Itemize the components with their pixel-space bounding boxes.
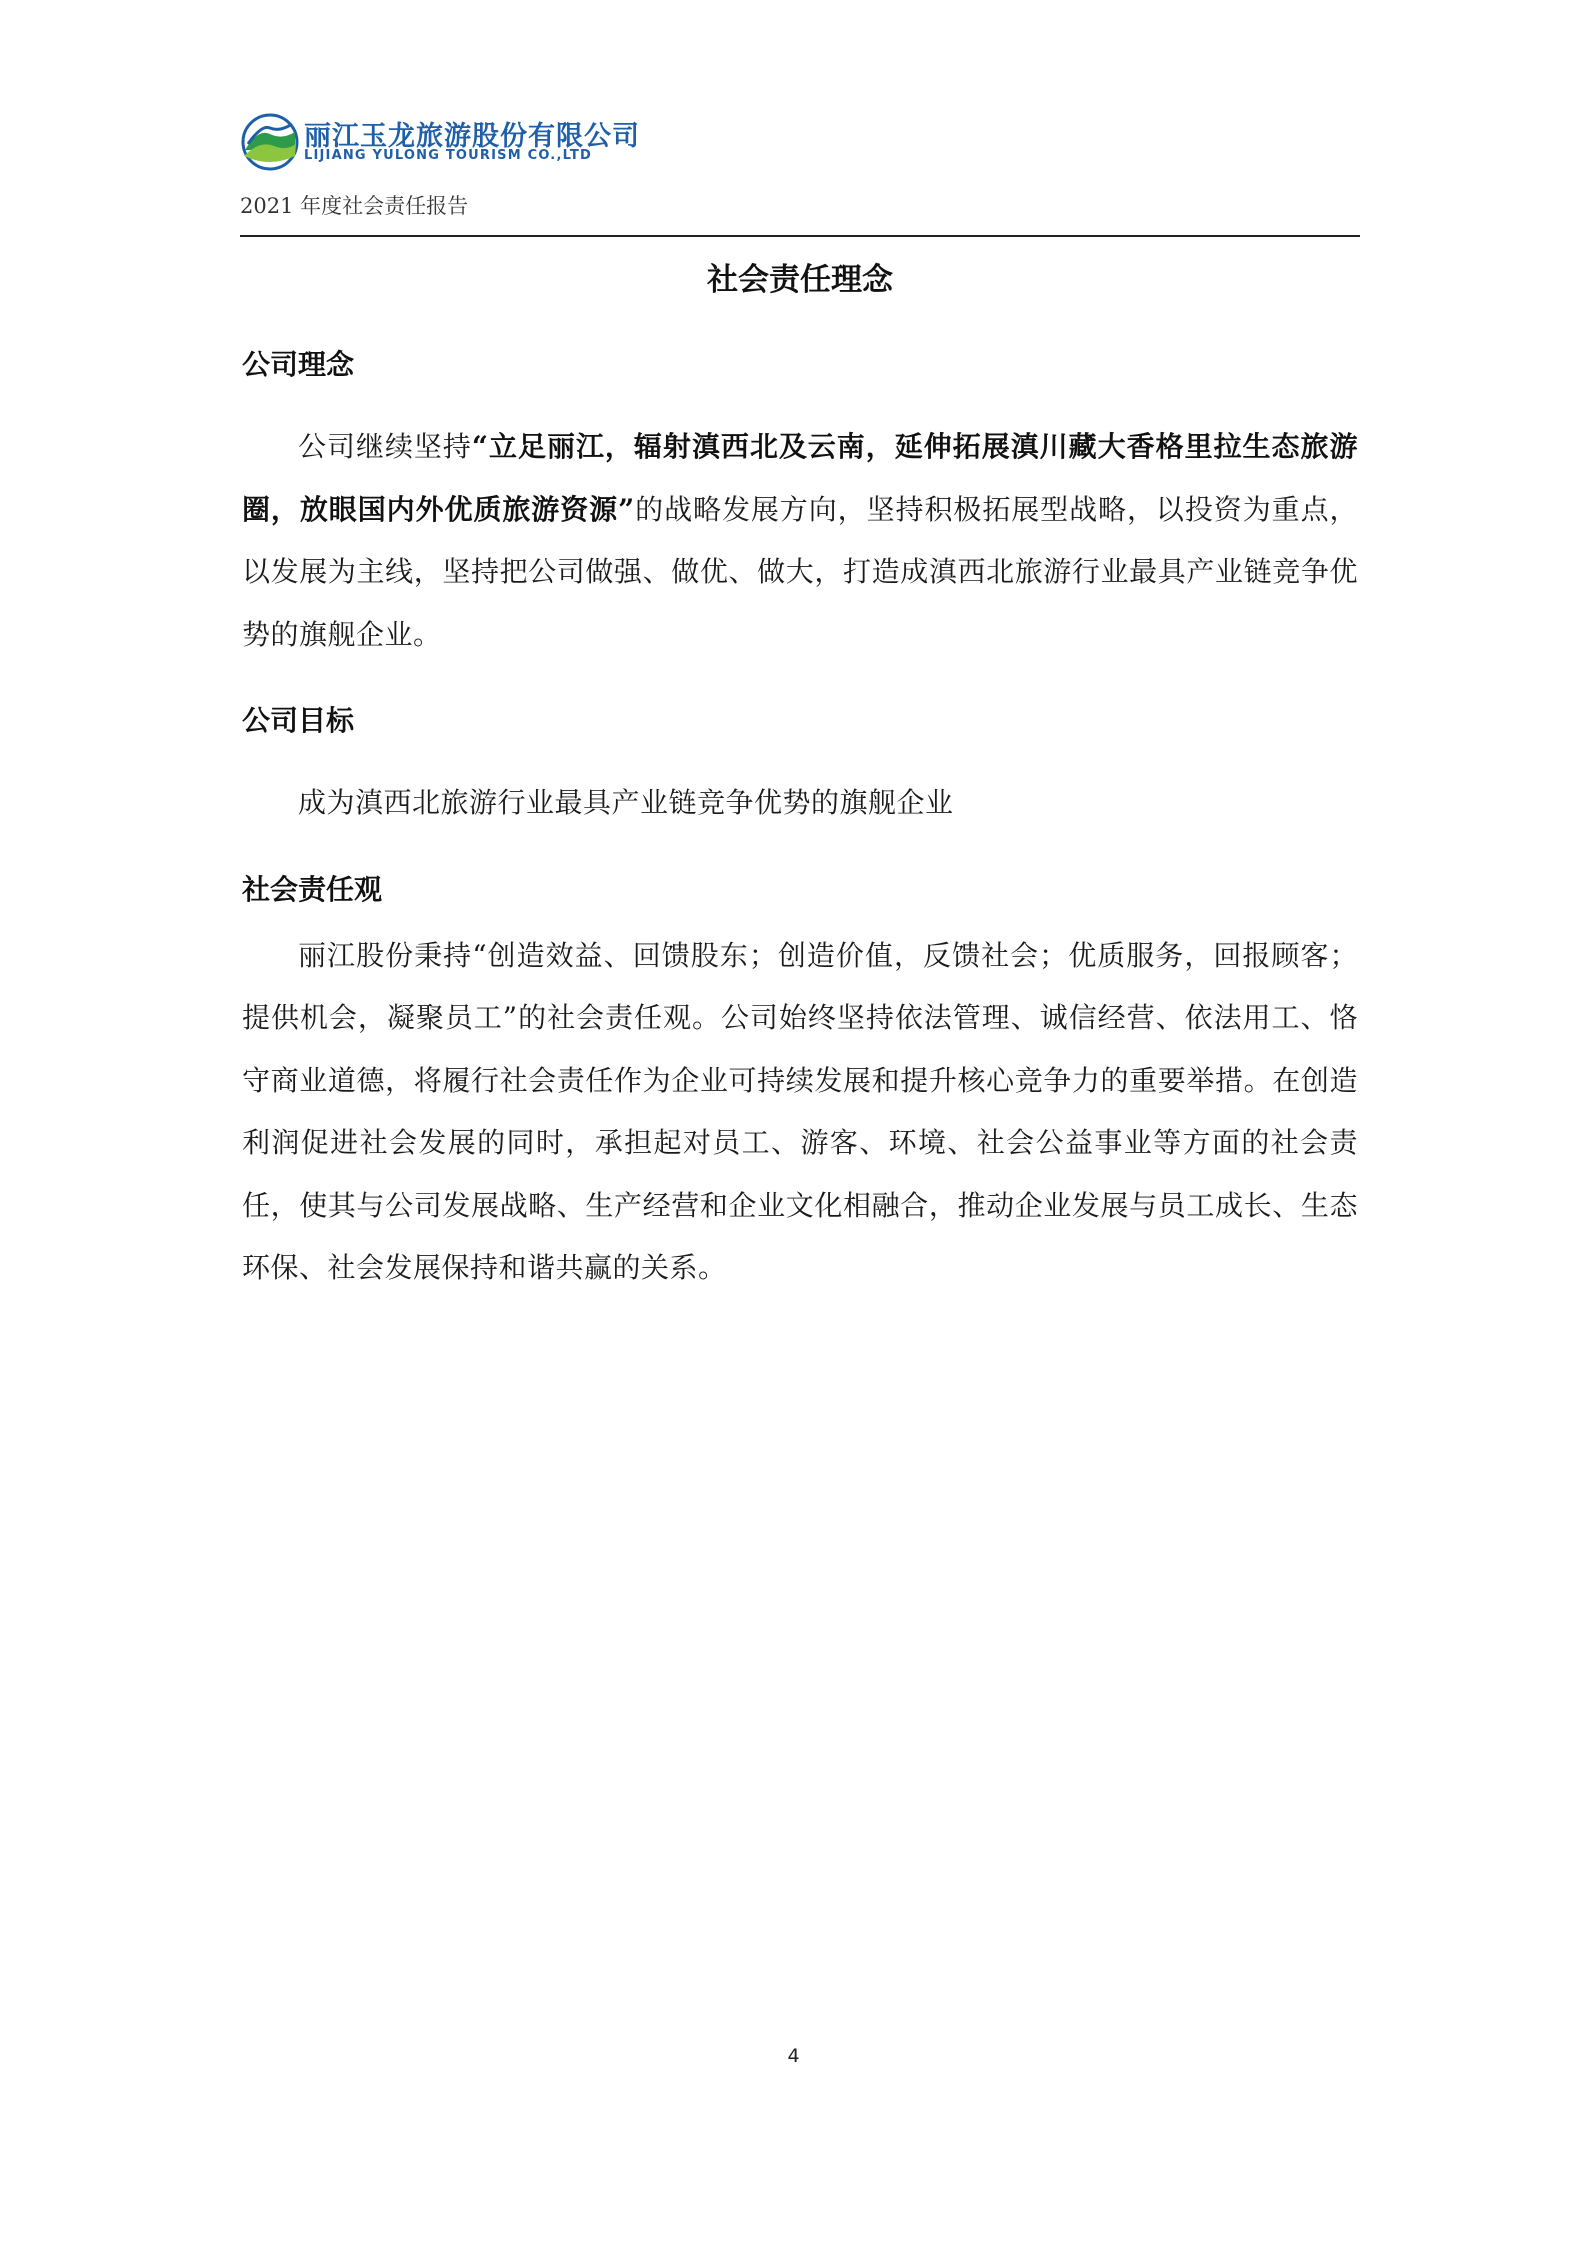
philosophy-prefix: 公司继续坚持 [298, 430, 472, 463]
paragraph-social-responsibility: 丽江股份秉持“创造效益、回馈股东；创造价值，反馈社会；优质服务，回报顾客；提供机会，凝聚员工”的社会责任观。公司始终坚持依法管理、诚信经营、依法用工、恪守商业道德，将履行社会责任作为企业可持续发展和提升核心竞争力的重要举措。在创造利润促进社会发展的同时，承担起对员工、游客、环境、社会公益事业等方面的社会责任，使其与公司发展战略、生产经营和企业文化相融合，推动企业发展与员工成长、生态环保、社会发展保持和谐共赢的关系。 [242, 938, 1358, 1284]
philosophy-suffix: 的战略发展方向，坚持积极拓展型战略，以投资为重点，以发展为主线，坚持把公司做强、做优、做大，打造成滇西北旅游行业最具产业链竞争优势的旗舰企业。 [242, 492, 1358, 651]
section-title-company-philosophy: 公司理念 [242, 348, 355, 381]
logo-company-name-cn: 丽江玉龙旅游股份有限公司 [304, 121, 640, 152]
report-title: 2021 年度社会责任报告 [240, 194, 469, 218]
philosophy-strategy-quote: “立足丽江，辐射滇西北及云南，延伸拓展滇川藏大香格里拉生态旅游圈，放眼国内外优质旅游资源” [242, 430, 1358, 526]
section-title-company-goal: 公司目标 [242, 704, 355, 737]
company-logo [240, 110, 740, 172]
section-title-social-responsibility: 社会责任观 [242, 872, 383, 906]
page-content [242, 250, 1358, 1300]
paragraph-company-goal: 成为滇西北旅游行业最具产业链竞争优势的旗舰企业 [298, 786, 954, 819]
logo-company-name-en: LIJIANG YULONG TOURISM CO.,LTD [304, 148, 592, 163]
mountain-logo-icon [240, 110, 300, 172]
page-header [240, 110, 1360, 238]
page-number: 4 [787, 2045, 800, 2067]
page-heading: 社会责任理念 [707, 262, 893, 298]
paragraph-company-philosophy [242, 416, 1358, 666]
header-divider [240, 235, 1360, 237]
